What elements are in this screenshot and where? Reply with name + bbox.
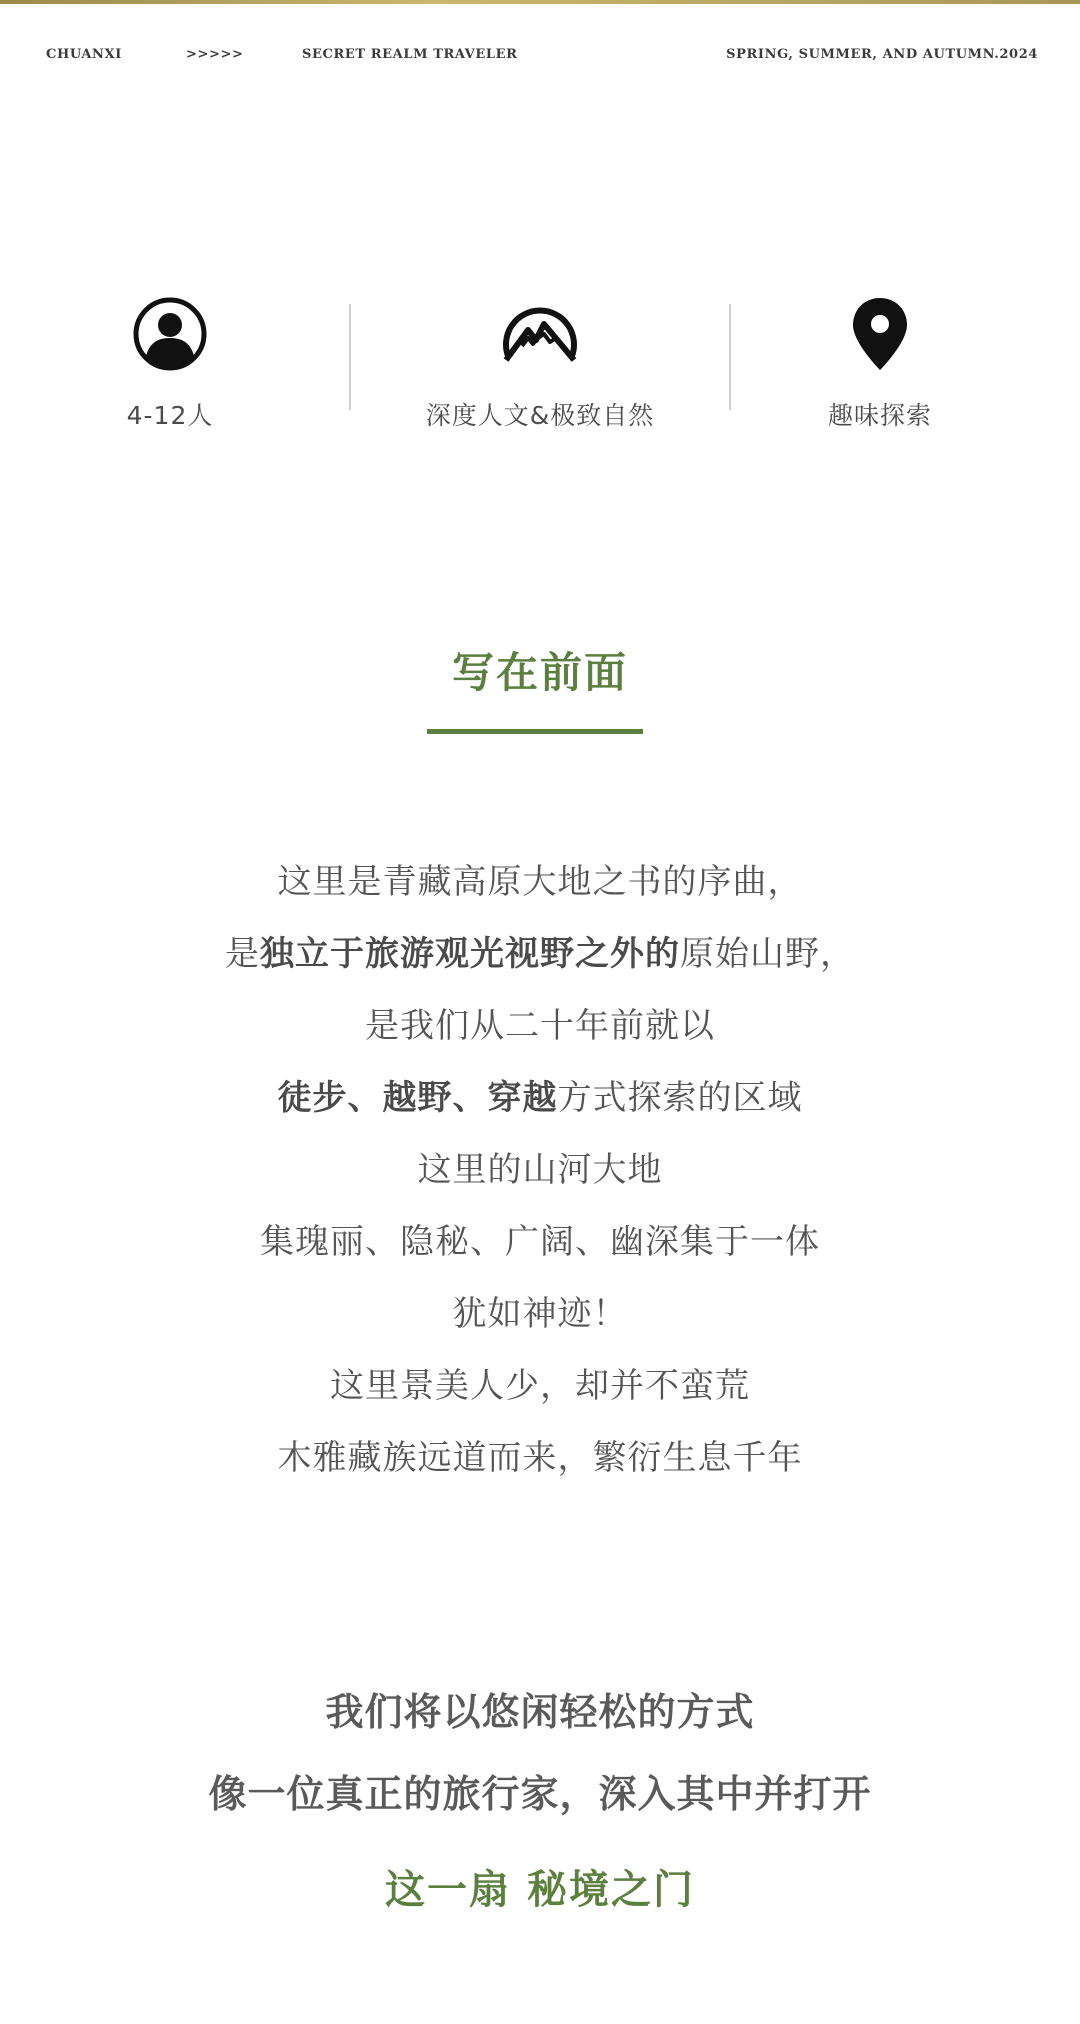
tagline: SECRET REALM TRAVELER [302,47,518,62]
page-header [46,47,1038,67]
top-gold-rule [0,0,1080,4]
feature-label: 趣味探索 [827,401,932,430]
feature-row [0,296,1080,446]
poem-line [0,930,1080,1002]
closing-line: 我们将以悠闲轻松的方式 [325,1690,755,1734]
poem-line: 这里的山河大地 [417,1150,663,1190]
poem-line: 木雅藏族远道而来，繁衍生息千年 [277,1438,803,1478]
arrows-separator: >>>>> [186,47,244,62]
closing-block [0,1685,1080,1917]
closing-accent: 这一扇 秘境之门 [385,1867,695,1913]
poem-line [0,1074,1080,1146]
poem-line: 集瑰丽、隐秘、广阔、幽深集于一体 [260,1222,820,1262]
poem-text: 是 [225,934,260,974]
section-title: 写在前面 [451,648,628,697]
season-label: SPRING, SUMMER, AND AUTUMN.2024 [726,47,1038,62]
poem-line: 犹如神迹！ [452,1294,628,1334]
closing-line: 像一位真正的旅行家，深入其中并打开 [208,1772,872,1816]
poem-text: 方式探索的区域 [557,1078,803,1118]
feature-exploration [800,296,960,432]
feature-label: 深度人文&极致自然 [425,401,655,430]
title-underline [427,729,643,734]
poem-text: 原始山野， [680,934,855,974]
mountain-icon [500,296,580,372]
brand-label: CHUANXI [46,47,122,62]
poem-line: 是我们从二十年前就以 [365,1006,715,1046]
divider [729,304,731,410]
feature-culture-nature [390,296,690,432]
intro-poem [0,858,1080,1506]
poem-line: 这里景美人少，却并不蛮荒 [330,1366,750,1406]
poem-emphasis: 徒步、越野、穿越 [277,1078,558,1118]
feature-label: 4-12人 [126,401,214,430]
feature-group-size [100,296,240,432]
person-icon [132,296,208,372]
poem-emphasis: 独立于旅游观光视野之外的 [260,934,680,974]
location-pin-icon [850,296,910,372]
poem-line: 这里是青藏高原大地之书的序曲， [277,862,803,902]
divider [349,304,351,410]
